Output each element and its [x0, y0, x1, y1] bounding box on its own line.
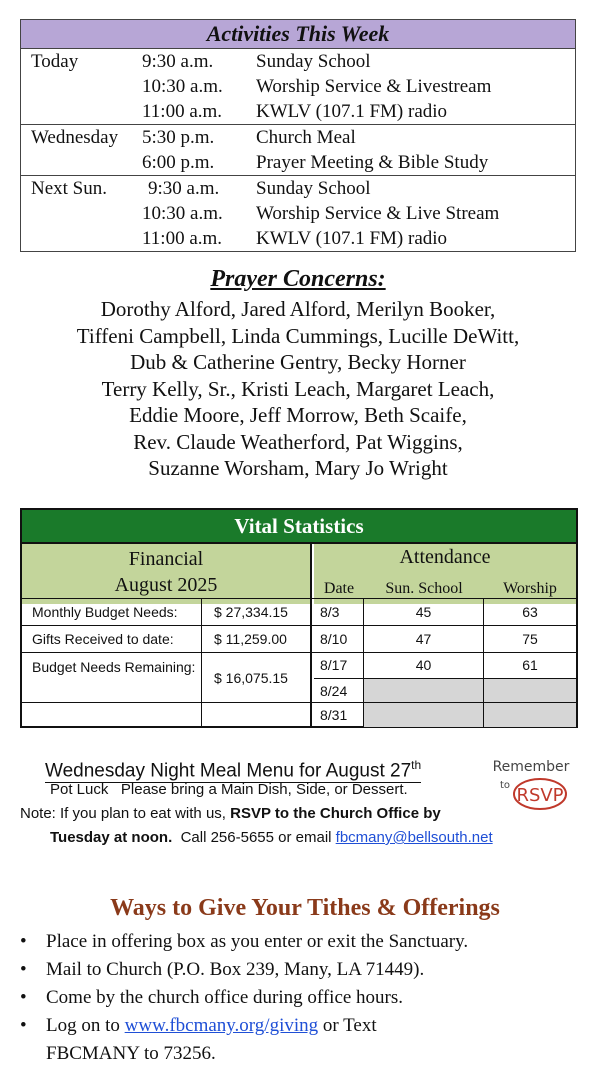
financial-title: Financial [128, 548, 204, 570]
col-worship: Worship [503, 580, 557, 597]
giving-item-text: or Text [318, 1015, 377, 1036]
table-row [22, 598, 576, 626]
bullet-icon: • [20, 959, 27, 980]
activity-time: 9:30 a.m. [142, 51, 214, 72]
attendance-worship [484, 678, 576, 703]
bullet-icon: • [20, 931, 27, 952]
table-row [22, 652, 576, 703]
potluck-text: Please bring a Main Dish, Side, or Dessert. [120, 781, 408, 798]
activity-time: 6:00 p.m. [142, 152, 215, 173]
remember-to-rsvp-stamp [492, 754, 570, 812]
financial-label: Budget Needs Remaining: [22, 653, 202, 703]
activity-group-wednesday [21, 125, 576, 176]
giving-item-text: Come by the church office during office hours. [46, 987, 404, 1008]
note-line-2 [50, 829, 493, 846]
note-text: Note: If you plan to eat with us, [20, 805, 231, 822]
activity-time: 5:30 p.m. [142, 127, 215, 148]
meal-menu-title-sup: th [411, 758, 422, 772]
activity-time: 9:30 a.m. [148, 178, 220, 199]
giving-item-text: FBCMANY to 73256. [46, 1043, 216, 1064]
prayer-line: Dub & Catherine Gentry, Becky Horner [130, 350, 466, 374]
prayer-concerns-title: Prayer Concerns: [210, 266, 386, 292]
activity-event: Worship Service & Livestream [256, 76, 492, 97]
financial-label [22, 703, 202, 727]
activity-time: 10:30 a.m. [142, 76, 223, 97]
activity-day: Wednesday [21, 125, 141, 176]
activity-time: 11:00 a.m. [142, 101, 223, 122]
bullet-icon: • [20, 1015, 27, 1036]
col-date: Date [323, 580, 355, 597]
giving-list [20, 928, 580, 1068]
attendance-date: 8/17 [314, 653, 364, 678]
giving-item-text: Log on to [46, 1015, 125, 1036]
list-item [20, 984, 580, 1012]
activities-title: Activities This Week [21, 20, 576, 49]
activity-day: Next Sun. [21, 176, 141, 252]
attendance-sunday-school [364, 703, 484, 727]
attendance-date: 8/24 [314, 678, 364, 703]
attendance-worship: 63 [522, 604, 538, 620]
activity-group-today [21, 49, 576, 125]
giving-item-text: Place in offering box as you enter or exit the Sanctuary. [46, 931, 469, 952]
note-deadline: Tuesday at noon. [50, 829, 173, 846]
giving-website-link[interactable]: www.fbcmany.org/giving [124, 1015, 319, 1036]
activity-event: Sunday School [256, 51, 371, 72]
financial-label: Monthly Budget Needs: [22, 599, 202, 626]
attendance-worship: 61 [522, 657, 538, 673]
note-line [20, 805, 441, 822]
prayer-concerns-list [0, 296, 596, 482]
activity-time: 11:00 a.m. [142, 228, 223, 249]
vital-statistics-title: Vital Statistics [22, 510, 576, 544]
stamp-to-text: to [500, 780, 511, 791]
prayer-line: Dorothy Alford, Jared Alford, Merilyn Booker, [100, 297, 496, 321]
prayer-line: Suzanne Worsham, Mary Jo Wright [148, 456, 448, 480]
attendance-sunday-school: 45 [364, 599, 484, 626]
attendance-worship [484, 703, 576, 727]
meal-menu-title [45, 754, 421, 783]
list-item [20, 1012, 580, 1068]
prayer-line: Terry Kelly, Sr., Kristi Leach, Margaret Leach, [101, 376, 495, 401]
activity-event: Church Meal [256, 127, 356, 148]
meal-menu-title-text: Wednesday Night Meal Menu for August 27 [45, 760, 412, 782]
note-call: Call 256-5655 or email [172, 829, 336, 846]
financial-header [22, 544, 312, 604]
col-sunday-school: Sun. School [385, 580, 463, 597]
financial-period: August 2025 [114, 574, 218, 596]
financial-amount: $ 27,334.15 [202, 599, 312, 626]
bullet-icon: • [20, 987, 27, 1008]
activity-event: Sunday School [256, 178, 371, 199]
list-item [20, 928, 580, 956]
list-item [20, 956, 580, 984]
activity-event: KWLV (107.1 FM) radio [256, 101, 448, 122]
table-row [22, 702, 576, 727]
activity-group-next-sunday [21, 176, 576, 252]
giving-item-text: Mail to Church (P.O. Box 239, Many, LA 71449). [46, 959, 425, 980]
attendance-date: 8/10 [314, 626, 364, 653]
prayer-line: Eddie Moore, Jeff Morrow, Beth Scaife, [129, 403, 467, 427]
attendance-sunday-school: 47 [364, 626, 484, 653]
table-row [22, 625, 576, 653]
activity-event: KWLV (107.1 FM) radio [256, 228, 448, 249]
financial-amount: $ 16,075.15 [202, 653, 312, 703]
attendance-date: 8/31 [314, 703, 364, 727]
note-rsvp: RSVP to the Church Office by [230, 805, 441, 822]
attendance-sunday-school [364, 678, 484, 703]
activity-event: Worship Service & Live Stream [256, 203, 500, 224]
attendance-title: Attendance [399, 546, 491, 568]
potluck-label: Pot Luck [50, 781, 109, 798]
activity-event: Prayer Meeting & Bible Study [256, 152, 489, 173]
potluck-line [50, 781, 408, 798]
stamp-rsvp-text: RSVP [516, 785, 564, 806]
prayer-line: Tiffeni Campbell, Linda Cummings, Lucille DeWitt, [76, 323, 520, 348]
activities-table [20, 19, 576, 252]
email-link[interactable]: fbcmany@bellsouth.net [335, 829, 493, 846]
stamp-remember-text: Remember [492, 759, 570, 775]
financial-label: Gifts Received to date: [22, 626, 202, 653]
financial-amount [202, 703, 312, 727]
attendance-date: 8/3 [314, 599, 364, 626]
activity-time: 10:30 a.m. [142, 203, 223, 224]
financial-amount: $ 11,259.00 [202, 626, 312, 653]
attendance-worship: 75 [522, 631, 538, 647]
attendance-header [314, 544, 576, 604]
giving-title: Ways to Give Your Tithes & Offerings [110, 895, 500, 921]
vital-statistics-table [20, 508, 578, 728]
attendance-sunday-school: 40 [364, 653, 484, 678]
prayer-line: Rev. Claude Weatherford, Pat Wiggins, [133, 429, 463, 454]
activity-day: Today [21, 49, 141, 125]
